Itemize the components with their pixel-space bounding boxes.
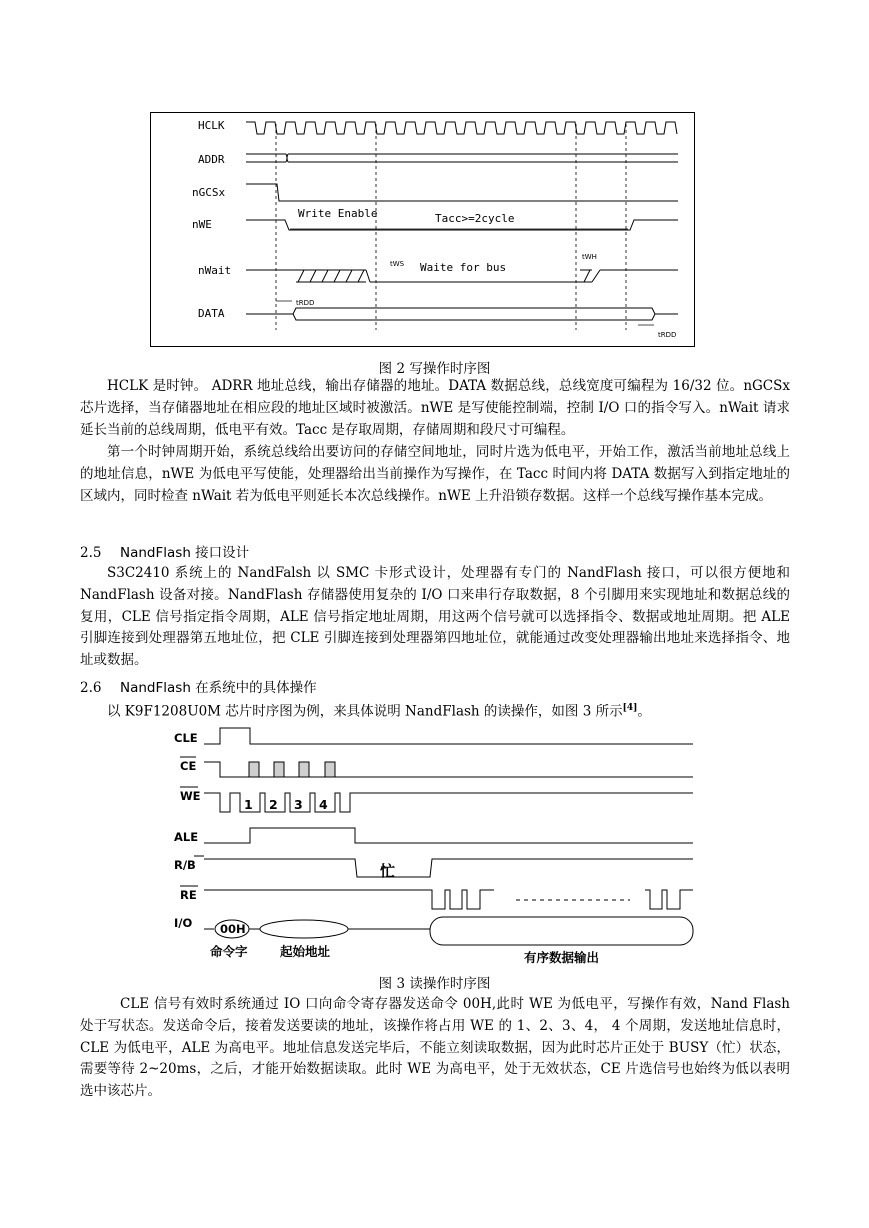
fig2-label-nwe: nWE — [192, 218, 212, 231]
fig3-address-label: 起始地址 — [280, 944, 331, 959]
section-title: NandFlash 接口设计 — [120, 545, 250, 561]
fig3-pulse-2: 2 — [269, 797, 278, 812]
figure-3-read-timing-diagram — [168, 724, 708, 968]
read-example-text: 以 K9F1208U0M 芯片时序图为例，来具体说明 NandFlash 的读操作，如图 3 所示 — [107, 703, 623, 720]
paragraph-signal-definitions: HCLK 是时钟。 ADRR 地址总线，输出存储器的地址。DATA 数据总线，总线宽度可编程为 16/32 位。nGCSx 芯片选择，当存储器地址在相应段的地址区域时被激活。nWE 是写使能控制端，控制 I/O 口的指令写入。nWait 请求延长当前的总线周期，低电平有效。Tacc 是存取周期，存储周期和段尺寸可编程。 — [80, 378, 790, 438]
section-number: 2.5 — [80, 545, 102, 561]
citation-ref[interactable]: [4] — [622, 703, 638, 713]
section-heading-2-5 — [80, 541, 249, 561]
fig3-busy-label: 忙 — [380, 862, 396, 880]
fig2-label-ngcsx: nGCSx — [192, 186, 226, 199]
fig3-label-rb: R/B — [174, 858, 196, 872]
fig2-write-enable-text: Write Enable — [298, 207, 378, 220]
fig3-command-label: 命令字 — [210, 944, 248, 959]
fig3-io-waveform — [204, 917, 693, 945]
fig3-label-re: RE — [180, 888, 197, 902]
fig3-ce-shaded-pulses — [249, 762, 335, 777]
fig3-pulse-4: 4 — [319, 797, 328, 812]
fig3-label-we: WE — [180, 789, 201, 803]
paragraph-read-procedure: CLE 信号有效时系统通过 IO 口向命令寄存器发送命令 00H,此时 WE 为低电平，写操作有效，Nand Flash 处于写状态。发送命令后，接着发送要读的地址，该操作将占用 WE 的 1、2、3、4， 4 个周期，发送地址信息时，CLE 为低电平，ALE 为高电平。地址信息发送完毕后，不能立刻读取数据，因为此时芯片正处于 BUSY（忙）状态，需要等待 2~20ms，之后，才能开始数据读取。此时 WE 为高电平，处于无效状态，CE 片选信号也始终为低以表明选中该芯片。 — [80, 996, 790, 1100]
fig2-tws-text: tWS — [390, 260, 405, 268]
fig2-label-nwait: nWait — [198, 264, 232, 277]
fig3-label-ce: CE — [180, 759, 197, 773]
fig2-label-addr: ADDR — [198, 153, 225, 166]
fig2-label-hclk: HCLK — [198, 119, 225, 132]
fig3-rb-waveform — [204, 859, 693, 877]
fig3-command-code: 00H — [220, 922, 246, 936]
fig2-trdd-bottom-text: tRDD — [658, 331, 677, 339]
fig3-label-io: I/O — [174, 916, 193, 930]
fig3-pulse-1: 1 — [244, 797, 253, 812]
section-heading-2-6 — [80, 676, 317, 696]
fig2-data-waveform — [246, 308, 678, 320]
fig2-ngcsx-waveform — [246, 184, 678, 201]
fig3-pulse-3: 3 — [294, 797, 303, 812]
fig2-wait-for-bus-text: Waite for bus — [420, 261, 507, 274]
fig2-label-data: DATA — [198, 307, 225, 320]
figure-2-write-timing-diagram — [150, 112, 695, 347]
fig3-cle-waveform — [204, 728, 693, 744]
fig3-re-waveform — [204, 890, 494, 909]
fig2-addr-waveform — [246, 154, 678, 162]
section-title: NandFlash 在系统中的具体操作 — [120, 680, 317, 696]
fig2-trdd-top-text: tRDD — [296, 299, 315, 307]
read-example-end: 。 — [637, 703, 651, 720]
fig3-ale-waveform — [204, 828, 693, 843]
section-number: 2.6 — [80, 680, 102, 696]
fig3-label-ale: ALE — [174, 830, 199, 844]
paragraph-read-example — [80, 698, 790, 723]
fig3-data-output-label: 有序数据输出 — [524, 950, 600, 965]
fig3-label-cle: CLE — [174, 731, 198, 745]
figure-2-caption: 图 2 写操作时序图 — [378, 361, 491, 377]
paragraph-write-procedure: 第一个时钟周期开始，系统总线给出要访问的存储空间地址，同时片选为低电平，开始工作，激活当前地址总线上的地址信息，nWE 为低电平写使能，处理器给出当前操作为写操作，在 Tacc 时间内将 DATA 数据写入到指定地址的区域内，同时检查 nWait 若为低电平则延长本次总线操作。nWE 上升沿锁存数据。这样一个总线写操作基本完成。 — [80, 444, 790, 504]
fig2-tacc-text: Tacc>=2cycle — [435, 212, 515, 225]
figure-3-caption: 图 3 读操作时序图 — [378, 976, 491, 992]
paragraph-nandflash-interface: S3C2410 系统上的 NandFalsh 以 SMC 卡形式设计，处理器有专门的 NandFlash 接口，可以很方便地和 NandFlash 设备对接。NandFlash 存储器使用复杂的 I/O 口来串行存取数据，8 个引脚用来实现地址和数据总线的复用，CLE 信号指定指令周期，ALE 信号指定地址周期，用这两个信号就可以选择指令、数据或地址周期。把 ALE 引脚连接到处理器第五地址位，把 CLE 引脚连接到处理器第四地址位，就能通过改变处理器输出地址来选择指令、地址或数据。 — [80, 565, 790, 669]
fig2-hclk-waveform — [246, 122, 677, 134]
fig2-twh-text: tWH — [582, 253, 597, 261]
